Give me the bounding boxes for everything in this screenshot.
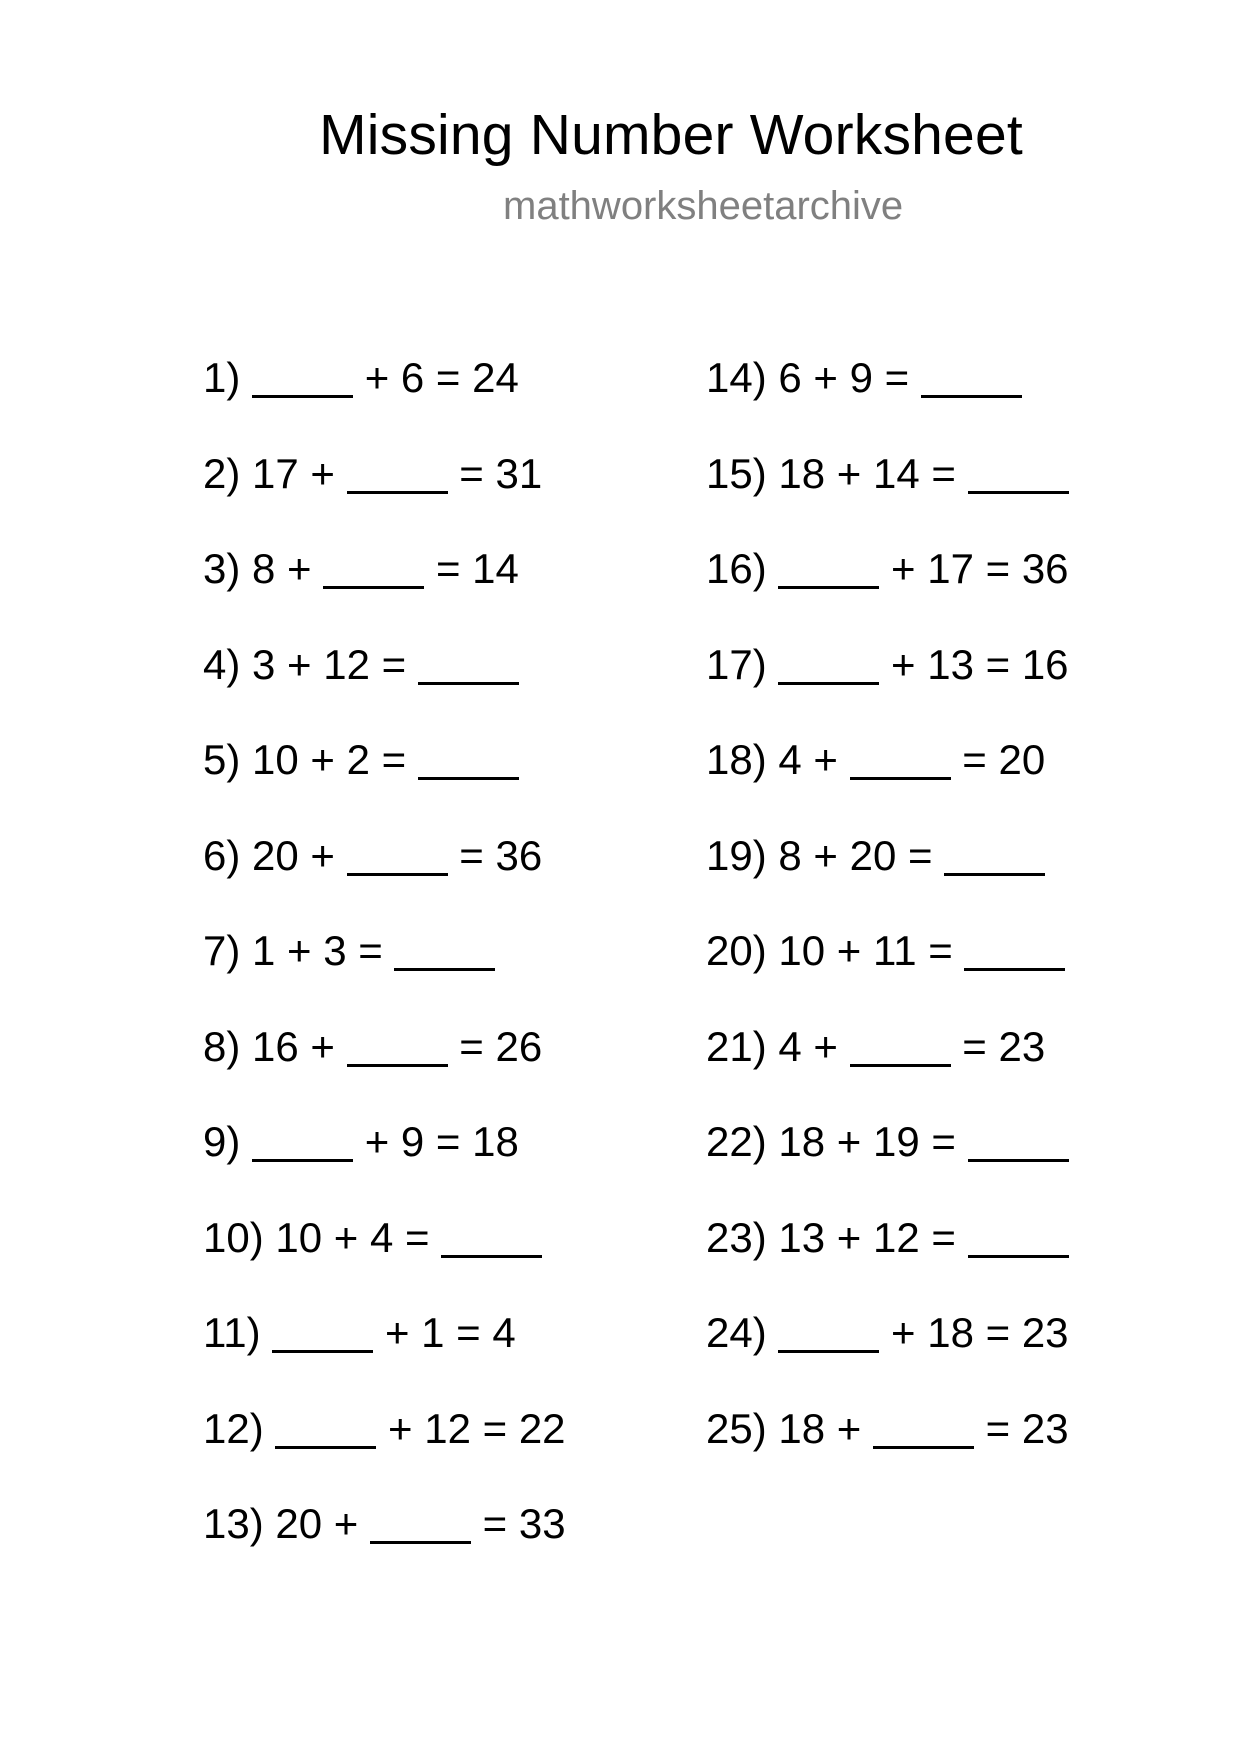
equation-text: 18 + 19 =	[778, 1118, 956, 1165]
equation-text: = 23	[985, 1404, 1069, 1452]
problem-item	[706, 921, 1069, 1017]
answer-blank[interactable]	[850, 1064, 951, 1067]
problem-number: 9)	[203, 1118, 241, 1165]
problem-item	[706, 730, 1069, 826]
answer-blank[interactable]	[275, 1446, 376, 1449]
problem-number: 1)	[203, 354, 241, 401]
problem-number: 11)	[203, 1309, 261, 1356]
answer-blank[interactable]	[323, 586, 424, 589]
answer-blank[interactable]	[347, 1064, 448, 1067]
problem-number: 24)	[706, 1309, 767, 1356]
problem-number: 15)	[706, 449, 767, 497]
problem-number: 18)	[706, 736, 767, 783]
answer-blank[interactable]	[968, 491, 1069, 494]
equation-text: 8 + 20 =	[778, 831, 933, 879]
answer-blank[interactable]	[252, 1159, 353, 1162]
problems-column-right	[706, 348, 1069, 1494]
problem-number: 6)	[203, 831, 241, 879]
problem-number: 17)	[706, 640, 767, 688]
problem-number: 3)	[203, 545, 241, 592]
problem-number: 20)	[706, 927, 767, 974]
problem-item	[203, 826, 566, 922]
equation-text: 16 +	[252, 1022, 335, 1070]
equation-text: = 23	[962, 1022, 1046, 1070]
page-subtitle: mathworksheetarchive	[503, 184, 904, 228]
equation-text: 10 + 4 =	[275, 1213, 430, 1261]
equation-text: = 20	[962, 736, 1046, 783]
problem-item	[203, 1112, 566, 1208]
problem-item	[706, 348, 1069, 444]
equation-text: + 1 = 4	[384, 1309, 516, 1356]
answer-blank[interactable]	[944, 873, 1045, 876]
problem-item	[706, 444, 1069, 540]
answer-blank[interactable]	[394, 968, 495, 971]
problem-item	[203, 1017, 566, 1113]
equation-text: + 17 = 36	[891, 545, 1069, 592]
problem-number: 7)	[203, 927, 241, 974]
problem-number: 21)	[706, 1022, 767, 1070]
equation-text: 10 + 11 =	[778, 927, 953, 974]
answer-blank[interactable]	[964, 968, 1065, 971]
equation-text: = 36	[459, 831, 543, 879]
problems-column-left	[203, 348, 566, 1590]
problem-item	[203, 444, 566, 540]
answer-blank[interactable]	[370, 1541, 471, 1544]
equation-text: + 9 = 18	[364, 1118, 519, 1165]
problem-number: 22)	[706, 1118, 767, 1165]
problem-item	[203, 539, 566, 635]
problem-item	[203, 921, 566, 1017]
answer-blank[interactable]	[418, 682, 519, 685]
problem-number: 25)	[706, 1404, 767, 1452]
equation-text: 10 + 2 =	[252, 736, 407, 783]
answer-blank[interactable]	[968, 1255, 1069, 1258]
answer-blank[interactable]	[347, 491, 448, 494]
problem-item	[203, 1208, 566, 1304]
problem-item	[706, 1112, 1069, 1208]
problem-item	[203, 635, 566, 731]
equation-text: 8 +	[252, 545, 312, 592]
problem-number: 2)	[203, 449, 241, 497]
answer-blank[interactable]	[252, 395, 353, 398]
problem-item	[706, 1208, 1069, 1304]
equation-text: + 6 = 24	[364, 354, 519, 401]
equation-text: 1 + 3 =	[252, 927, 383, 974]
equation-text: 13 + 12 =	[778, 1213, 956, 1261]
problem-item	[706, 635, 1069, 731]
problem-number: 12)	[203, 1404, 264, 1452]
problem-item	[203, 1303, 566, 1399]
problem-number: 8)	[203, 1022, 241, 1070]
problem-item	[706, 1399, 1069, 1495]
problem-number: 5)	[203, 736, 241, 783]
problem-item	[203, 730, 566, 826]
answer-blank[interactable]	[418, 777, 519, 780]
equation-text: = 26	[459, 1022, 543, 1070]
answer-blank[interactable]	[441, 1255, 542, 1258]
equation-text: + 18 = 23	[891, 1309, 1069, 1356]
answer-blank[interactable]	[778, 682, 879, 685]
answer-blank[interactable]	[778, 1350, 879, 1353]
equation-text: 4 +	[778, 736, 838, 783]
problem-number: 19)	[706, 831, 767, 879]
problem-number: 10)	[203, 1213, 264, 1261]
answer-blank[interactable]	[921, 395, 1022, 398]
problem-number: 23)	[706, 1213, 767, 1261]
answer-blank[interactable]	[873, 1446, 974, 1449]
answer-blank[interactable]	[850, 777, 951, 780]
equation-text: 18 +	[778, 1404, 862, 1452]
equation-text: 6 + 9 =	[778, 354, 910, 401]
equation-text: = 31	[459, 449, 543, 497]
problem-item	[203, 1399, 566, 1495]
problem-item	[203, 348, 566, 444]
equation-text: + 13 = 16	[891, 640, 1069, 688]
problem-item	[706, 1303, 1069, 1399]
equation-text: 20 +	[275, 1500, 359, 1547]
answer-blank[interactable]	[778, 586, 879, 589]
problem-number: 13)	[203, 1500, 264, 1547]
problem-item	[203, 1494, 566, 1590]
problem-number: 16)	[706, 545, 767, 592]
equation-text: 17 +	[252, 449, 335, 497]
answer-blank[interactable]	[347, 873, 448, 876]
problem-number: 14)	[706, 354, 767, 401]
problem-number: 4)	[203, 640, 241, 688]
equation-text: 4 +	[778, 1022, 838, 1070]
problem-item	[706, 1017, 1069, 1113]
equation-text: = 33	[482, 1500, 566, 1547]
page-title: Missing Number Worksheet	[319, 103, 1023, 167]
equation-text: = 14	[435, 545, 519, 592]
equation-text: 20 +	[252, 831, 335, 879]
equation-text: + 12 = 22	[388, 1404, 566, 1452]
answer-blank[interactable]	[272, 1350, 373, 1353]
equation-text: 18 + 14 =	[778, 449, 956, 497]
problem-item	[706, 826, 1069, 922]
answer-blank[interactable]	[968, 1159, 1069, 1162]
equation-text: 3 + 12 =	[252, 640, 407, 688]
problem-item	[706, 539, 1069, 635]
